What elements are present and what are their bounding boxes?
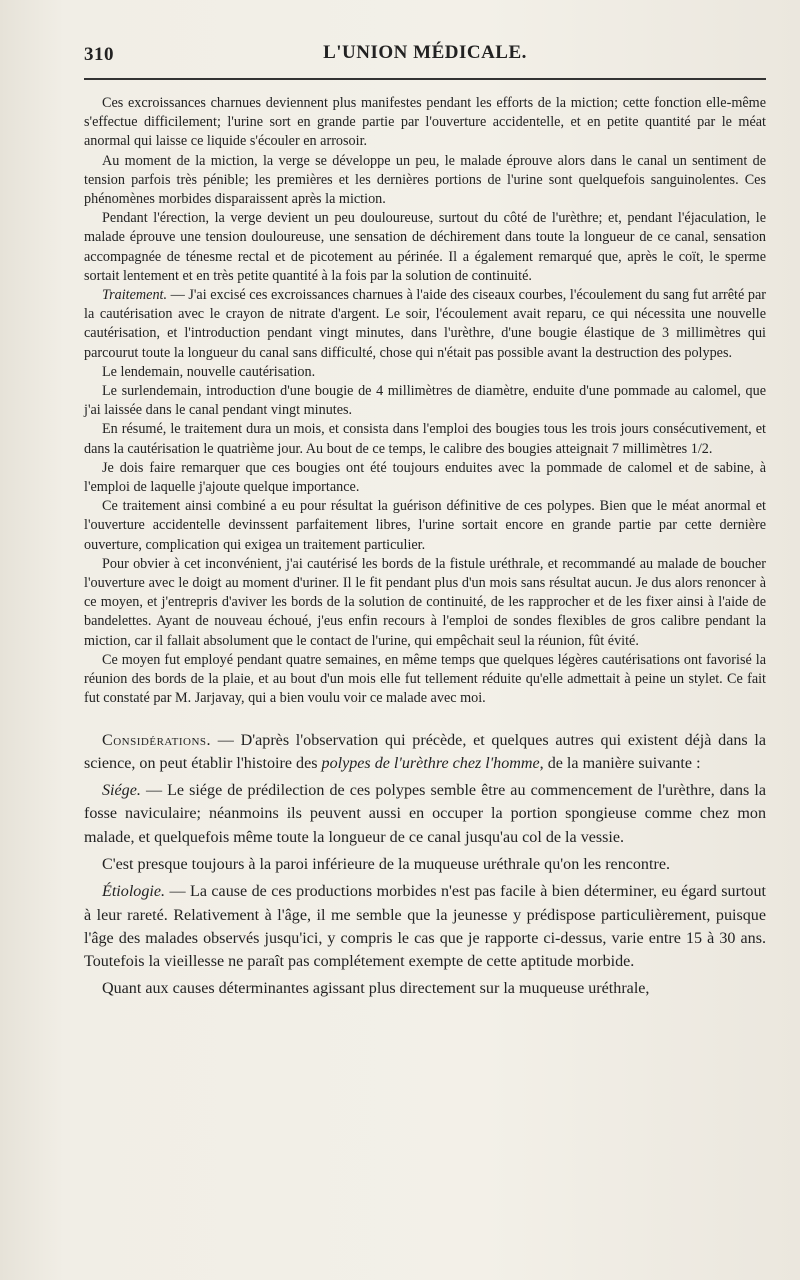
paragraph-text: Le surlendemain, introduction d'une bougie de 4 millimètres de diamètre, enduite d'une pommade au calomel, que j'ai laissée dans le canal pendant vingt minutes.	[84, 383, 766, 419]
paragraph	[84, 152, 766, 210]
paragraph-text: C'est presque toujours à la paroi inférieure de la muqueuse uréthrale qu'on les rencontre.	[102, 855, 670, 873]
considerations-intro-emphasis: polypes de l'urèthre chez l'homme	[321, 754, 540, 772]
paragraph-text: Au moment de la miction, la verge se développe un peu, le malade éprouve alors dans le canal un sentiment de tension parfois très pénible; les premières et les dernières portions de l'urine sont quelquefois sanguinolentes. Ces phénomènes morbides disparaissent après la miction.	[84, 152, 766, 208]
paragraph-text: — J'ai excisé ces excroissances charnues à l'aide des ciseaux courbes, l'écoulement du sang fut arrêté par la cautérisation avec le crayon de nitrate d'argent. Le soir, l'écoulement avait reparu, ce qui nécessita une nouvelle cautérisation, et l'introduction pendant vingt minutes, dans l'urèthre, d'une bougie élastique de 3 millimètres qui parcourut toute la longueur du canal sans difficulté, chose qui n'était pas possible avant la destruction des polypes.	[84, 287, 766, 361]
considerations-heading: Considérations.	[102, 731, 212, 749]
considerations-intro-end: , de la manière suivante :	[539, 754, 701, 772]
considerations-section	[84, 729, 766, 1001]
paragraph-text: Je dois faire remarquer que ces bougies ont été toujours enduites avec la pommade de calomel et de sabine, à l'emploi de laquelle j'ajoute quelque importance.	[84, 459, 766, 496]
paragraph-text: Pour obvier à cet inconvénient, j'ai cautérisé les bords de la fistule uréthrale, et recommandé au malade de boucher l'ouverture avec le doigt au moment d'uriner. Il le fit pendant plus d'un mois sans résultat aucun. Je dus alors renoncer à ce moyen, et j'entrepris d'aviver les bords de la solution de continuité, de les rapprocher et de les fixer ainsi à l'aide de bandelettes. Ayant de nouveau échoué, j'eus enfin recours à l'emploi de sondes flexibles de gros calibre pendant la miction, car il fallait absolument que le contact de l'urine, qui empêchait seul la réunion, fût évité.	[84, 555, 766, 649]
paragraph-lead: Étiologie.	[102, 883, 166, 901]
paragraph	[84, 94, 766, 152]
header-rule	[84, 78, 766, 80]
paragraph-text: — La cause de ces productions morbides n'est pas facile à bien déterminer, eu égard surtout à leur rareté. Relativement à l'âge, il me semble que la jeunesse y prédispose particulièrement, puisque l'âge des malades observés jusqu'ici, y compris le cas que je rapporte ci-dessus, varie entre 15 à 30 ans. Toutefois la vieillesse ne paraît pas complétement exempte de cette aptitude morbide.	[84, 883, 766, 971]
paragraph	[84, 880, 766, 973]
paragraph-text: Le lendemain, nouvelle cautérisation.	[102, 363, 316, 380]
paragraph-text: Ce moyen fut employé pendant quatre semaines, en même temps que quelques légères cautérisations ont favorisé la réunion des bords de la plaie, et au bout d'un mois elle fut tellement réduite qu'elle admettait à peine un stylet. Ce fait fut constaté par M. Jarjavay, qui a bien voulu voir ce malade avec moi.	[84, 651, 766, 707]
paragraph	[84, 363, 766, 382]
paragraph	[84, 420, 766, 458]
observation-section	[84, 94, 766, 709]
page-number: 310	[84, 44, 114, 65]
paragraph-text: Ces excroissances charnues deviennent plus manifestes pendant les efforts de la miction; cette fonction elle-même s'effectue difficilement; l'urine sort en grande partie par l'ouverture accidentelle, et en petite quantité par le méat anormal qui laisse ce liquide s'écouler en arrosoir.	[84, 95, 766, 150]
paragraph-lead: Traitement.	[102, 287, 168, 304]
paragraph-text: Ce traitement ainsi combiné a eu pour résultat la guérison définitive de ces polypes. Bien que le méat anormal et l'ouverture accidentelle devinssent parfaitement libres, l'urine sortait encore en grande partie par cette dernière ouverture, complication qui exigea un traitement particulier.	[84, 498, 766, 553]
paragraph-lead: Siége.	[102, 782, 141, 800]
paragraph	[84, 382, 766, 420]
page-header	[84, 40, 766, 74]
journal-title: L'UNION MÉDICALE.	[323, 42, 527, 63]
paragraph	[84, 779, 766, 849]
paragraph	[84, 853, 766, 876]
paragraph	[84, 209, 766, 286]
paragraph-text: En résumé, le traitement dura un mois, et consista dans l'emploi des bougies tous les trois jours consécutivement, et dans la cautérisation le quatrième jour. Au bout de ce temps, le calibre des bougies atteignait 7 millimètres 1/2.	[84, 421, 766, 457]
paragraph	[84, 459, 766, 497]
paragraph-text: — Le siége de prédilection de ces polypes semble être au commencement de l'urèthre, dans la fosse naviculaire; néanmoins ils peuvent aussi en occuper la portion spongieuse comme chez mon malade, et quelquefois même toute la longueur de ce canal jusqu'au col de la vessie.	[84, 782, 766, 846]
paragraph	[84, 286, 766, 363]
paragraph	[84, 497, 766, 555]
paragraph	[84, 555, 766, 651]
paragraph-text: Quant aux causes déterminantes agissant plus directement sur la muqueuse uréthrale,	[102, 980, 650, 998]
considerations-intro-text: — D'après l'observation qui précède, et quelques autres qui existent déjà dans la science, on peut établir l'histoire des	[84, 731, 766, 772]
paragraph	[84, 651, 766, 709]
considerations-intro	[84, 729, 766, 776]
paragraph	[84, 977, 766, 1000]
paragraph-text: Pendant l'érection, la verge devient un peu douloureuse, surtout du côté de l'urèthre; et, pendant l'éjaculation, le malade éprouve une tension douloureuse, une sensation de déchirement dans toute la longueur de ce canal, sensation accompagnée de ténesme rectal et de picotement au périnée. Il a également remarqué que, après le coït, le sperme sortait lentement et en très petite quantité à la fois par la solution de continuité.	[84, 210, 766, 284]
